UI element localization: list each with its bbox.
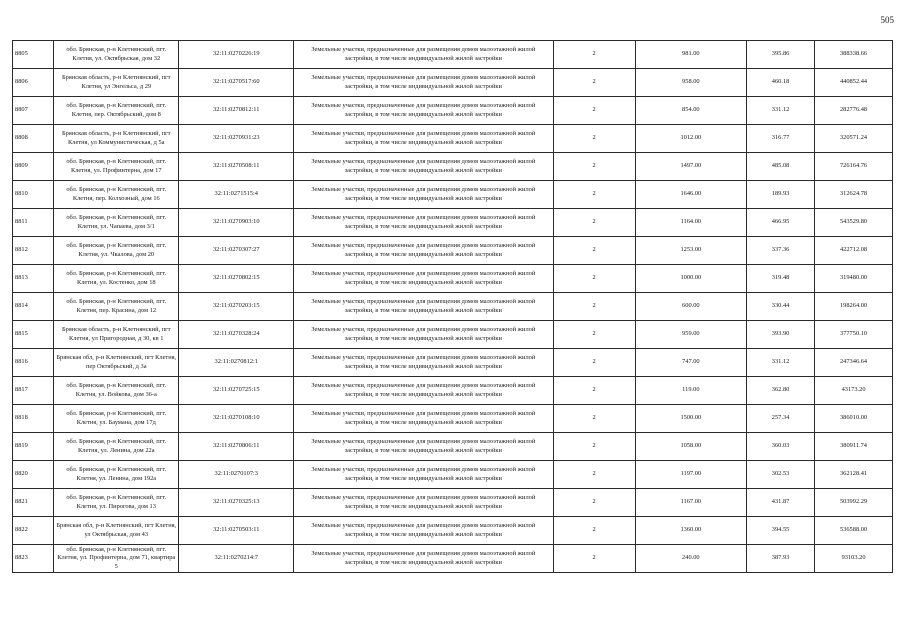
permitted-use-cell: Земельные участки, предназначенные для размещения домов малоэтажной жилой застройки, в том числе индивидуальной жилой застройки <box>294 433 553 461</box>
permitted-use-cell: Земельные участки, предназначенные для размещения домов малоэтажной жилой застройки, в том числе индивидуальной жилой застройки <box>294 377 553 405</box>
land-registry-table <box>12 40 893 573</box>
group-cell: 2 <box>553 181 635 209</box>
permitted-use-cell: Земельные участки, предназначенные для размещения домов малоэтажной жилой застройки, в том числе индивидуальной жилой застройки <box>294 265 553 293</box>
permitted-use-cell: Земельные участки, предназначенные для размещения домов малоэтажной жилой застройки, в том числе индивидуальной жилой застройки <box>294 97 553 125</box>
row-number: 8816 <box>13 349 54 377</box>
table-row <box>13 69 893 97</box>
area-cell: 1497.00 <box>635 153 746 181</box>
cadastral-number-cell: 32:11:0270903:10 <box>179 209 294 237</box>
area-cell: 1058.00 <box>635 433 746 461</box>
permitted-use-cell: Земельные участки, предназначенные для размещения домов малоэтажной жилой застройки, в том числе индивидуальной жилой застройки <box>294 545 553 573</box>
address-cell: обл. Брянская, р-н Клетнянский, пгт. Клетня, ул. Баумана, дом 17д <box>54 405 179 433</box>
permitted-use-cell: Земельные участки, предназначенные для размещения домов малоэтажной жилой застройки, в том числе индивидуальной жилой застройки <box>294 125 553 153</box>
area-cell: 119.00 <box>635 377 746 405</box>
permitted-use-cell: Земельные участки, предназначенные для размещения домов малоэтажной жилой застройки, в том числе индивидуальной жилой застройки <box>294 237 553 265</box>
permitted-use-cell: Земельные участки, предназначенные для размещения домов малоэтажной жилой застройки, в том числе индивидуальной жилой застройки <box>294 69 553 97</box>
cadastral-number-cell: 32:11:0270325:13 <box>179 489 294 517</box>
cadastral-value-cell: 377750.10 <box>815 321 893 349</box>
table-row <box>13 293 893 321</box>
address-cell: обл. Брянская, р-н Клетнянский, пгт. Клетня, ул. Октябрьская, дом 32 <box>54 41 179 69</box>
row-number: 8817 <box>13 377 54 405</box>
specific-value-cell: 337.36 <box>747 237 815 265</box>
specific-value-cell: 466.95 <box>747 209 815 237</box>
table-row <box>13 377 893 405</box>
specific-value-cell: 331.12 <box>747 349 815 377</box>
address-cell: Брянская область, р-н Клетнянский, пгт Клетня, ул Коммунистическая, д 5а <box>54 125 179 153</box>
cadastral-number-cell: 32:11:0271515:4 <box>179 181 294 209</box>
area-cell: 958.00 <box>635 69 746 97</box>
cadastral-value-cell: 43173.20 <box>815 377 893 405</box>
table-row <box>13 433 893 461</box>
cadastral-number-cell: 32:11:0270226:19 <box>179 41 294 69</box>
address-cell: обл. Брянская, р-н Клетнянский, пгт. Клетня, ул. Ленина, дом 192а <box>54 461 179 489</box>
address-cell: обл. Брянская, р-н Клетнянский, пгт. Клетня, ул. Ленина, дом 22а <box>54 433 179 461</box>
cadastral-value-cell: 386010.00 <box>815 405 893 433</box>
cadastral-number-cell: 32:11:0270802:15 <box>179 265 294 293</box>
cadastral-value-cell: 543529.80 <box>815 209 893 237</box>
table-row <box>13 349 893 377</box>
group-cell: 2 <box>553 377 635 405</box>
cadastral-value-cell: 362128.41 <box>815 461 893 489</box>
row-number: 8815 <box>13 321 54 349</box>
permitted-use-cell: Земельные участки, предназначенные для размещения домов малоэтажной жилой застройки, в том числе индивидуальной жилой застройки <box>294 405 553 433</box>
specific-value-cell: 316.77 <box>747 125 815 153</box>
specific-value-cell: 189.93 <box>747 181 815 209</box>
area-cell: 747.00 <box>635 349 746 377</box>
permitted-use-cell: Земельные участки, предназначенные для размещения домов малоэтажной жилой застройки, в том числе индивидуальной жилой застройки <box>294 181 553 209</box>
row-number: 8805 <box>13 41 54 69</box>
permitted-use-cell: Земельные участки, предназначенные для размещения домов малоэтажной жилой застройки, в том числе индивидуальной жилой застройки <box>294 461 553 489</box>
specific-value-cell: 395.86 <box>747 41 815 69</box>
cadastral-number-cell: 32:11:0270214:7 <box>179 545 294 573</box>
group-cell: 2 <box>553 237 635 265</box>
group-cell: 2 <box>553 125 635 153</box>
specific-value-cell: 319.48 <box>747 265 815 293</box>
group-cell: 2 <box>553 209 635 237</box>
cadastral-value-cell: 247346.64 <box>815 349 893 377</box>
area-cell: 1646.00 <box>635 181 746 209</box>
cadastral-value-cell: 320571.24 <box>815 125 893 153</box>
table-row <box>13 181 893 209</box>
row-number: 8806 <box>13 69 54 97</box>
table-row <box>13 321 893 349</box>
row-number: 8819 <box>13 433 54 461</box>
cadastral-number-cell: 32:11:0270812:1 <box>179 349 294 377</box>
table-row <box>13 461 893 489</box>
group-cell: 2 <box>553 405 635 433</box>
table-body <box>13 41 893 573</box>
row-number: 8822 <box>13 517 54 545</box>
specific-value-cell: 257.34 <box>747 405 815 433</box>
row-number: 8823 <box>13 545 54 573</box>
permitted-use-cell: Земельные участки, предназначенные для размещения домов малоэтажной жилой застройки, в том числе индивидуальной жилой застройки <box>294 517 553 545</box>
cadastral-number-cell: 32:11:0270203:15 <box>179 293 294 321</box>
specific-value-cell: 362.80 <box>747 377 815 405</box>
area-cell: 1360.00 <box>635 517 746 545</box>
permitted-use-cell: Земельные участки, предназначенные для размещения домов малоэтажной жилой застройки, в том числе индивидуальной жилой застройки <box>294 153 553 181</box>
group-cell: 2 <box>553 545 635 573</box>
row-number: 8821 <box>13 489 54 517</box>
group-cell: 2 <box>553 461 635 489</box>
permitted-use-cell: Земельные участки, предназначенные для размещения домов малоэтажной жилой застройки, в том числе индивидуальной жилой застройки <box>294 209 553 237</box>
cadastral-number-cell: 32:11:0270503:11 <box>179 517 294 545</box>
address-cell: обл. Брянская, р-н Клетнянский, пгт. Клетня, ул. Профинтерна, дом 71, квартира 5 <box>54 545 179 573</box>
area-cell: 854.00 <box>635 97 746 125</box>
specific-value-cell: 330.44 <box>747 293 815 321</box>
group-cell: 2 <box>553 293 635 321</box>
group-cell: 2 <box>553 321 635 349</box>
group-cell: 2 <box>553 265 635 293</box>
row-number: 8814 <box>13 293 54 321</box>
cadastral-number-cell: 32:11:0270108:10 <box>179 405 294 433</box>
cadastral-value-cell: 726164.76 <box>815 153 893 181</box>
area-cell: 1500.00 <box>635 405 746 433</box>
specific-value-cell: 387.93 <box>747 545 815 573</box>
address-cell: Брянская область, р-н Клетнянский, пгт Клетня, ул Энгельса, д 29 <box>54 69 179 97</box>
specific-value-cell: 393.90 <box>747 321 815 349</box>
specific-value-cell: 331.12 <box>747 97 815 125</box>
address-cell: обл. Брянская, р-н Клетнянский, пгт. Клетня, пер. Октябрьский, дом 8 <box>54 97 179 125</box>
permitted-use-cell: Земельные участки, предназначенные для размещения домов малоэтажной жилой застройки, в том числе индивидуальной жилой застройки <box>294 349 553 377</box>
row-number: 8818 <box>13 405 54 433</box>
permitted-use-cell: Земельные участки, предназначенные для размещения домов малоэтажной жилой застройки, в том числе индивидуальной жилой застройки <box>294 293 553 321</box>
cadastral-number-cell: 32:11:0270508:11 <box>179 153 294 181</box>
cadastral-value-cell: 536588.00 <box>815 517 893 545</box>
permitted-use-cell: Земельные участки, предназначенные для размещения домов малоэтажной жилой застройки, в том числе индивидуальной жилой застройки <box>294 489 553 517</box>
area-cell: 1197.00 <box>635 461 746 489</box>
area-cell: 1012.00 <box>635 125 746 153</box>
cadastral-value-cell: 422712.08 <box>815 237 893 265</box>
row-number: 8807 <box>13 97 54 125</box>
address-cell: Брянская обл, р-н Клетнянский, пгт Клетня, пер Октябрьский, д 3а <box>54 349 179 377</box>
permitted-use-cell: Земельные участки, предназначенные для размещения домов малоэтажной жилой застройки, в том числе индивидуальной жилой застройки <box>294 41 553 69</box>
group-cell: 2 <box>553 517 635 545</box>
page-number: 505 <box>880 15 894 25</box>
group-cell: 2 <box>553 433 635 461</box>
area-cell: 959.00 <box>635 321 746 349</box>
cadastral-number-cell: 32:11:0270931:23 <box>179 125 294 153</box>
group-cell: 2 <box>553 41 635 69</box>
table-row <box>13 97 893 125</box>
cadastral-value-cell: 388338.66 <box>815 41 893 69</box>
area-cell: 600.00 <box>635 293 746 321</box>
cadastral-number-cell: 32:11:0270812:11 <box>179 97 294 125</box>
specific-value-cell: 302.53 <box>747 461 815 489</box>
table-row <box>13 209 893 237</box>
row-number: 8809 <box>13 153 54 181</box>
cadastral-number-cell: 32:11:0270517:60 <box>179 69 294 97</box>
row-number: 8808 <box>13 125 54 153</box>
specific-value-cell: 460.18 <box>747 69 815 97</box>
address-cell: Брянская обл, р-н Клетнянский, пгт Клетня, ул Октябрьская, дом 43 <box>54 517 179 545</box>
group-cell: 2 <box>553 69 635 97</box>
area-cell: 1164.00 <box>635 209 746 237</box>
cadastral-number-cell: 32:11:0270806:11 <box>179 433 294 461</box>
cadastral-value-cell: 380911.74 <box>815 433 893 461</box>
cadastral-number-cell: 32:11:0270328:24 <box>179 321 294 349</box>
cadastral-value-cell: 319480.00 <box>815 265 893 293</box>
group-cell: 2 <box>553 489 635 517</box>
cadastral-value-cell: 282776.48 <box>815 97 893 125</box>
address-cell: обл. Брянская, р-н Клетнянский, пгт. Клетня, ул. Чапаева, дом 3/1 <box>54 209 179 237</box>
table-row <box>13 41 893 69</box>
specific-value-cell: 485.08 <box>747 153 815 181</box>
address-cell: обл. Брянская, р-н Клетнянский, пгт. Клетня, ул. Костенко, дом 18 <box>54 265 179 293</box>
row-number: 8813 <box>13 265 54 293</box>
group-cell: 2 <box>553 349 635 377</box>
row-number: 8811 <box>13 209 54 237</box>
cadastral-number-cell: 32:11:0270725:15 <box>179 377 294 405</box>
specific-value-cell: 431.87 <box>747 489 815 517</box>
group-cell: 2 <box>553 97 635 125</box>
table-row <box>13 545 893 573</box>
table-row <box>13 153 893 181</box>
area-cell: 240.00 <box>635 545 746 573</box>
permitted-use-cell: Земельные участки, предназначенные для размещения домов малоэтажной жилой застройки, в том числе индивидуальной жилой застройки <box>294 321 553 349</box>
area-cell: 1253.00 <box>635 237 746 265</box>
cadastral-value-cell: 312624.78 <box>815 181 893 209</box>
cadastral-number-cell: 32:11:0270107:3 <box>179 461 294 489</box>
specific-value-cell: 360.03 <box>747 433 815 461</box>
cadastral-value-cell: 198264.00 <box>815 293 893 321</box>
address-cell: Брянская область, р-н Клетнянский, пгт Клетня, ул Пригородная, д 30, кв 1 <box>54 321 179 349</box>
cadastral-number-cell: 32:11:0270307:27 <box>179 237 294 265</box>
address-cell: обл. Брянская, р-н Клетнянский, пгт. Клетня, ул. Войкова, дом 36-а <box>54 377 179 405</box>
table-row <box>13 125 893 153</box>
table-row <box>13 405 893 433</box>
address-cell: обл. Брянская, р-н Клетнянский, пгт. Клетня, ул. Чкалова, дом 20 <box>54 237 179 265</box>
area-cell: 1167.00 <box>635 489 746 517</box>
group-cell: 2 <box>553 153 635 181</box>
row-number: 8810 <box>13 181 54 209</box>
area-cell: 981.00 <box>635 41 746 69</box>
address-cell: обл. Брянская, р-н Клетнянский, пгт. Клетня, ул. Пирогова, дом 13 <box>54 489 179 517</box>
cadastral-value-cell: 93103.20 <box>815 545 893 573</box>
row-number: 8812 <box>13 237 54 265</box>
table-row <box>13 489 893 517</box>
row-number: 8820 <box>13 461 54 489</box>
table-row <box>13 265 893 293</box>
area-cell: 1000.00 <box>635 265 746 293</box>
table-row <box>13 237 893 265</box>
address-cell: обл. Брянская, р-н Клетнянский, пгт. Клетня, пер. Колхозный, дом 16 <box>54 181 179 209</box>
specific-value-cell: 394.55 <box>747 517 815 545</box>
table-row <box>13 517 893 545</box>
cadastral-value-cell: 440852.44 <box>815 69 893 97</box>
address-cell: обл. Брянская, р-н Клетнянский, пгт. Клетня, ул. Профинтерна, дом 17 <box>54 153 179 181</box>
cadastral-value-cell: 503992.29 <box>815 489 893 517</box>
address-cell: обл. Брянская, р-н Клетнянский, пгт. Клетня, пер. Красина, дом 12 <box>54 293 179 321</box>
